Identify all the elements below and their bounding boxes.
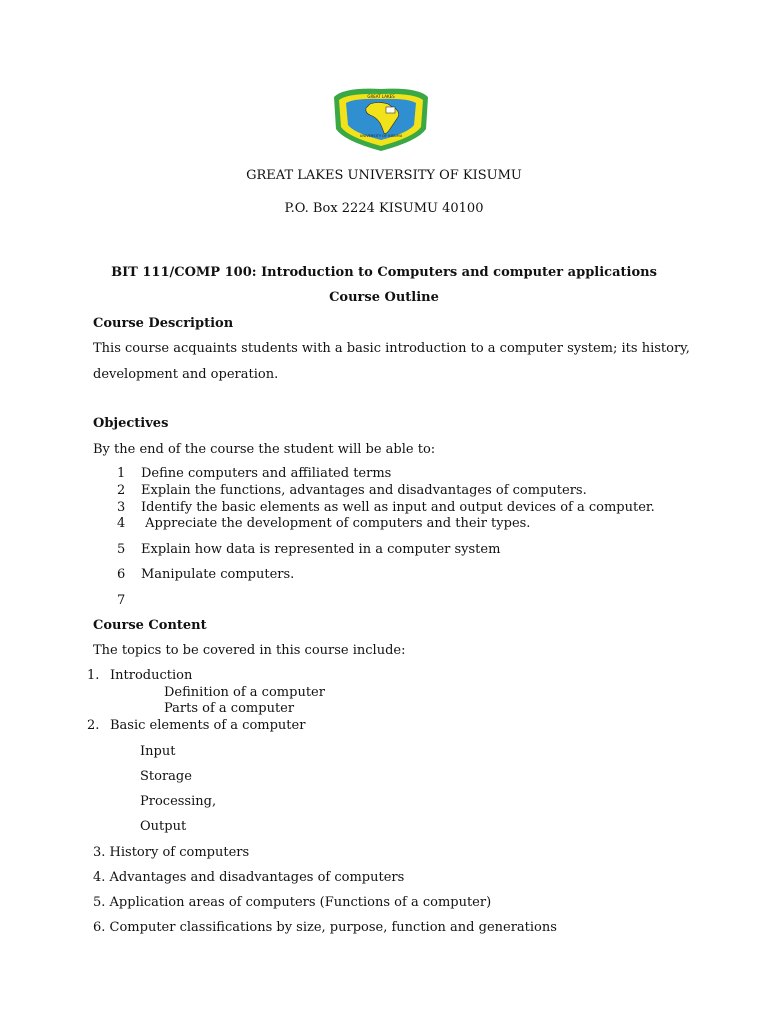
objective-text: Define computers and affiliated terms [141,466,392,481]
topic-item: 5. Application areas of computers (Functions of a computer) [93,895,492,910]
course-subtitle: Course Outline [329,290,439,305]
logo-text-top: GREAT LAKES [367,94,395,99]
topic-number: 1. [87,668,100,683]
book-icon [386,107,395,113]
description-line-1: This course acquaints students with a basic introduction to a computer system; its history, [93,341,690,356]
objective-number: 1 [117,466,126,481]
objectives-intro: By the end of the course the student will be able to: [93,442,436,457]
topic-text: Introduction [110,668,193,683]
university-logo [330,85,432,153]
subtopic: Output [140,819,187,834]
objective-text: Identify the basic elements as well as input and output devices of a computer. [141,500,655,515]
university-name: GREAT LAKES UNIVERSITY OF KISUMU [246,168,522,183]
address: P.O. Box 2224 KISUMU 40100 [284,201,484,216]
topic-item: 3. History of computers [93,845,250,860]
objective-number: 2 [117,483,126,498]
objective-text: Explain how data is represented in a computer system [141,542,501,557]
topic-number: 2. [87,718,100,733]
objective-number: 7 [117,593,126,608]
objective-number: 6 [117,567,126,582]
subtopic: Storage [140,769,192,784]
subtopic: Input [140,744,176,759]
objective-text: Appreciate the development of computers and their types. [141,516,531,531]
subtopic: Definition of a computer [164,685,325,700]
objective-number: 5 [117,542,126,557]
objective-text: Manipulate computers. [141,567,295,582]
topic-text: Basic elements of a computer [110,718,306,733]
topic-item: 6. Computer classifications by size, purpose, function and generations [93,920,557,935]
objective-text: Explain the functions, advantages and disadvantages of computers. [141,483,587,498]
content-heading: Course Content [93,618,207,633]
content-intro: The topics to be covered in this course include: [93,643,406,658]
description-heading: Course Description [93,316,234,331]
logo-text-bottom: UNIVERSITY OF KISUMU [359,134,403,138]
objective-number: 4 [117,516,126,531]
objective-number: 3 [117,500,126,515]
subtopic: Parts of a computer [164,701,295,716]
topic-item: 4. Advantages and disadvantages of computers [93,870,405,885]
objectives-heading: Objectives [93,416,169,431]
description-line-2: development and operation. [93,367,279,382]
subtopic: Processing, [140,794,217,809]
course-title: BIT 111/COMP 100: Introduction to Computers and computer applications [111,265,657,280]
